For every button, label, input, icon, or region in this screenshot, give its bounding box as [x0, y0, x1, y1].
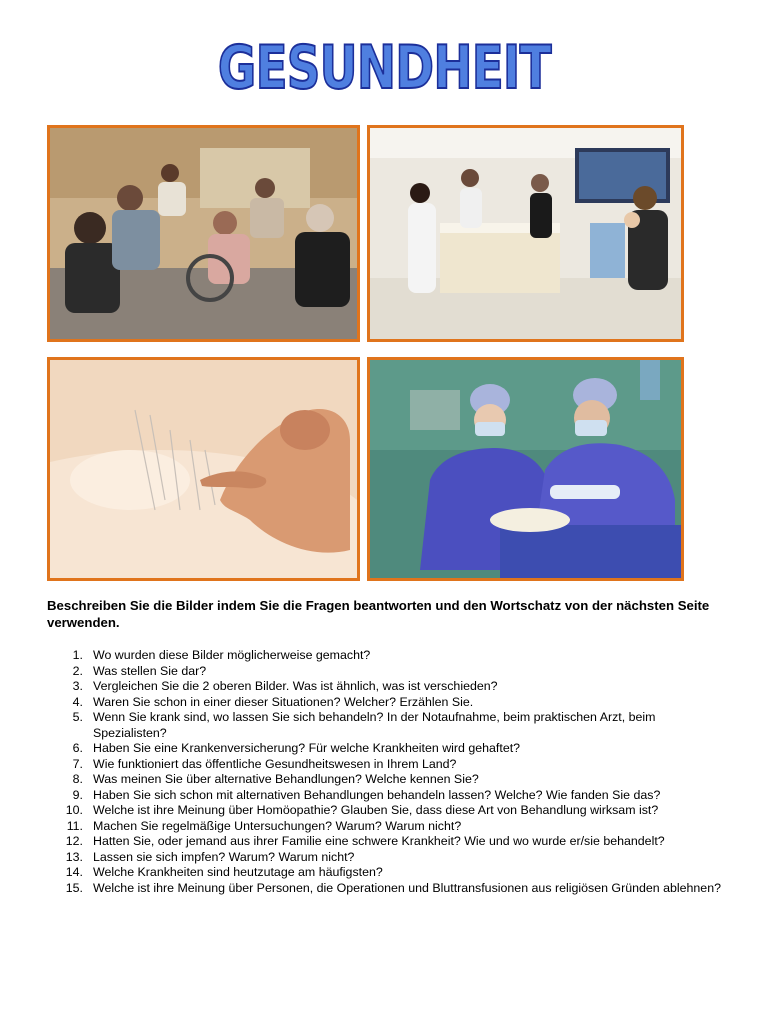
waiting-room-photo	[47, 125, 360, 342]
question-text: Wie funktioniert das öffentliche Gesundheitswesen in Ihrem Land?	[93, 756, 457, 771]
question-text: Hatten Sie, oder jemand aus ihrer Familie eine schwere Krankheit? Wie und wo wurde er/sie behandelt?	[93, 834, 665, 848]
question-text: Waren Sie schon in einer dieser Situationen? Welcher? Erzählen Sie.	[93, 694, 474, 709]
question-text: Was stellen Sie dar?	[93, 663, 207, 678]
question-item	[47, 710, 727, 741]
acupuncture-photo	[47, 357, 360, 581]
question-text: Haben Sie eine Krankenversicherung? Für welche Krankheiten wird gehaftet?	[93, 741, 521, 755]
question-item	[47, 664, 727, 680]
question-item	[47, 819, 727, 835]
title-container	[0, 33, 768, 103]
question-number: 4.	[72, 694, 83, 709]
question-text: Vergleichen Sie die 2 oberen Bilder. Was ist ähnlich, was ist verschieden?	[93, 679, 498, 693]
question-item	[47, 648, 727, 664]
question-item	[47, 803, 727, 819]
question-item	[47, 741, 727, 757]
question-item	[47, 695, 727, 711]
question-number: 3.	[72, 679, 83, 693]
question-number: 2.	[72, 663, 83, 678]
question-text: Wo wurden diese Bilder möglicherweise gemacht?	[93, 648, 371, 662]
question-number: 9.	[72, 787, 83, 802]
question-list	[47, 648, 727, 896]
question-number: 7.	[72, 756, 83, 771]
question-text: Welche ist ihre Meinung über Personen, die Operationen und Bluttransfusionen aus religiösen Gründen ablehnen?	[93, 880, 721, 895]
question-item	[47, 788, 727, 804]
question-number: 11.	[66, 818, 83, 833]
question-text: Haben Sie sich schon mit alternativen Behandlungen behandeln lassen? Welche? Wie fanden Sie das?	[93, 787, 661, 802]
surgery-photo	[367, 357, 684, 581]
question-number: 13.	[65, 849, 83, 864]
question-item	[47, 834, 727, 850]
question-number: 14.	[65, 865, 83, 879]
question-number: 6.	[72, 741, 83, 755]
page-title: GESUNDHEIT	[217, 33, 551, 103]
question-item	[47, 850, 727, 866]
question-number: 8.	[72, 772, 83, 786]
question-number: 15.	[65, 880, 83, 895]
question-text: Machen Sie regelmäßige Untersuchungen? Warum? Warum nicht?	[93, 818, 462, 833]
question-number: 10.	[65, 803, 83, 817]
question-text: Welche Krankheiten sind heutzutage am häufigsten?	[93, 865, 383, 879]
question-item	[47, 757, 727, 773]
question-text: Lassen sie sich impfen? Warum? Warum nicht?	[93, 849, 355, 864]
question-item	[47, 865, 727, 881]
question-item	[47, 772, 727, 788]
hospital-reception-photo	[367, 125, 684, 342]
question-number: 12.	[65, 834, 83, 848]
question-number: 5.	[72, 710, 83, 724]
question-text: Was meinen Sie über alternative Behandlungen? Welche kennen Sie?	[93, 772, 479, 786]
question-item	[47, 881, 727, 897]
question-number: 1.	[72, 648, 83, 662]
question-text: Wenn Sie krank sind, wo lassen Sie sich behandeln? In der Notaufnahme, beim praktischen Arzt, beim Spezialisten?	[93, 710, 656, 740]
question-text: Welche ist ihre Meinung über Homöopathie? Glauben Sie, dass diese Art von Behandlung wirksam ist?	[93, 803, 659, 817]
question-item	[47, 679, 727, 695]
instruction-text: Beschreiben Sie die Bilder indem Sie die Fragen beantworten und den Wortschatz von der nächsten Seite verwenden.	[47, 598, 710, 630]
